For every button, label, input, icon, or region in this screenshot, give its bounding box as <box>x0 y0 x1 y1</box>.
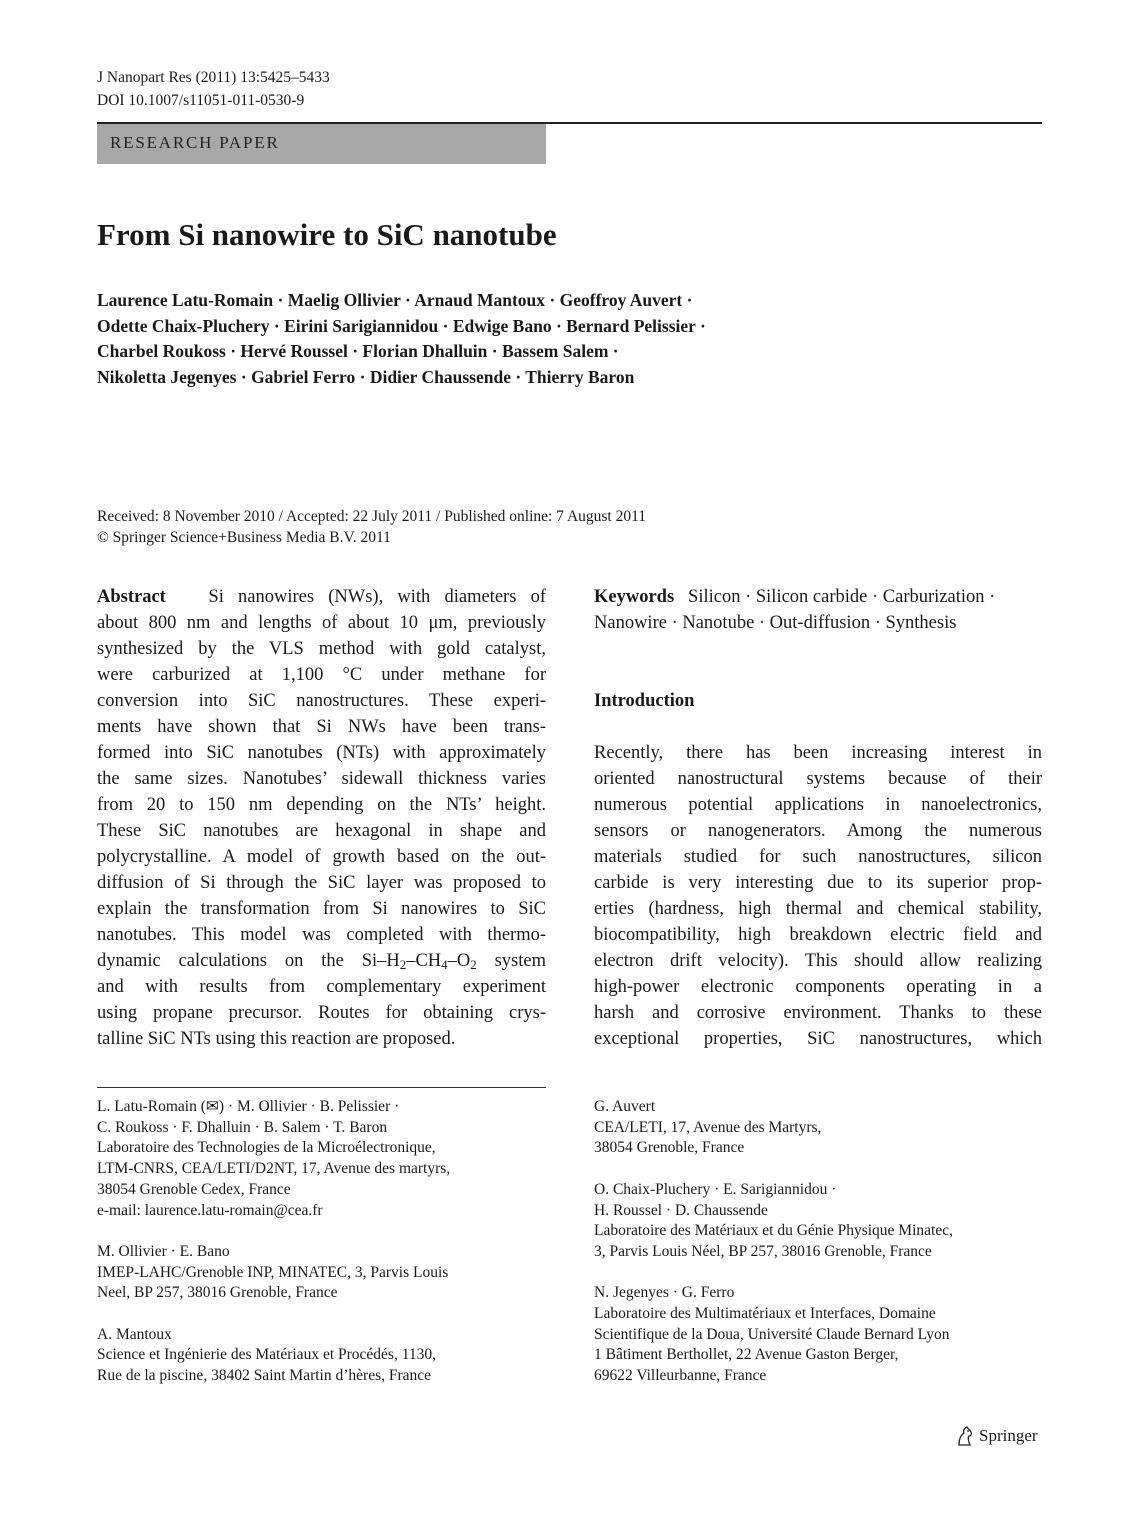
abstract-line: ments have shown that Si NWs have been trans- <box>97 717 546 737</box>
abstract-line: formed into SiC nanotubes (NTs) with approximately <box>97 743 546 763</box>
abstract-line: from 20 to 150 nm depending on the NTs’ height. <box>97 795 546 815</box>
doi-line: DOI 10.1007/s11051-011-0530-9 <box>97 92 305 109</box>
footnote-rule <box>97 1087 546 1088</box>
intro-line: materials studied for such nanostructures, silicon <box>594 847 1042 867</box>
intro-line: erties (hardness, high thermal and chemical stability, <box>594 899 1042 919</box>
abstract-line: These SiC nanotubes are hexagonal in shape and <box>97 821 546 841</box>
affiliations-left <box>97 1097 546 1408</box>
affiliations-right <box>594 1097 1042 1408</box>
affiliation-block: O. Chaix-Pluchery · E. Sarigiannidou · H. Roussel · D. Chaussende Laboratoire des Matériaux et du Génie Physique Minatec, 3, Parvis Louis Néel, BP 257, 38016 Grenoble, France <box>594 1180 953 1260</box>
affiliation-block: L. Latu-Romain (✉) · M. Ollivier · B. Pelissier · C. Roukoss · F. Dhalluin · B. Salem · T. Baron Laboratoire des Technologies de la Microélectronique, LTM-CNRS, CEA/LETI/D2NT, 17, Avenue des martyrs, 38054 Grenoble Cedex, France e-mail: laurence.latu-romain@cea.fr <box>97 1097 546 1221</box>
section-banner: RESEARCH PAPER <box>97 124 546 164</box>
abstract-line: nanotubes. This model was completed with thermo- <box>97 925 546 945</box>
abstract-line: polycrystalline. A model of growth based on the out- <box>97 847 546 867</box>
intro-line: carbide is very interesting due to its superior prop- <box>594 873 1042 893</box>
intro-line: Recently, there has been increasing interest in <box>594 743 1042 763</box>
intro-line: high-power electronic components operating in a <box>594 977 1042 997</box>
springer-horse-icon <box>955 1425 975 1447</box>
copyright-line: © Springer Science+Business Media B.V. 2011 <box>97 529 391 546</box>
abstract-line: the same sizes. Nanotubes’ sidewall thickness varies <box>97 769 546 789</box>
abstract-line: were carburized at 1,100 °C under methane for <box>97 665 546 685</box>
abstract-line: conversion into SiC nanostructures. These experi- <box>97 691 546 711</box>
intro-line: harsh and corrosive environment. Thanks to these <box>594 1003 1042 1023</box>
publisher-logo <box>955 1424 1038 1448</box>
abstract-label: Abstract <box>97 587 166 607</box>
intro-line: sensors or nanogenerators. Among the numerous <box>594 821 1042 841</box>
abstract-line: using propane precursor. Routes for obtaining crys- <box>97 1003 546 1023</box>
introduction-body <box>594 740 1042 1052</box>
publisher-name: Springer <box>979 1426 1038 1445</box>
keywords-line: Keywords Silicon · Silicon carbide · Carburization · <box>594 587 996 607</box>
received-accepted-line: Received: 8 November 2010 / Accepted: 22 July 2011 / Published online: 7 August 2011 <box>97 508 647 525</box>
affiliation-block: A. Mantoux Science et Ingénierie des Matériaux et Procédés, 1130, Rue de la piscine, 38402 Saint Martin d’hères, France <box>97 1325 437 1385</box>
journal-citation <box>97 66 330 112</box>
author-list <box>97 288 1047 391</box>
paper-title: From Si nanowire to SiC nanotube <box>97 217 557 252</box>
keywords-line: Nanowire · Nanotube · Out-diffusion · Synthesis <box>594 613 957 633</box>
abstract-line: and with results from complementary experiment <box>97 977 546 997</box>
publication-dates <box>97 506 646 548</box>
abstract-line: talline SiC NTs using this reaction are proposed. <box>97 1029 456 1049</box>
affiliation-block: G. Auvert CEA/LETI, 17, Avenue des Martyrs, 38054 Grenoble, France <box>594 1098 822 1157</box>
author-line: Laurence Latu-Romain · Maelig Ollivier · Arnaud Mantoux · Geoffroy Auvert · <box>97 290 693 310</box>
intro-line: numerous potential applications in nanoelectronics, <box>594 795 1042 815</box>
affiliation-block: M. Ollivier · E. Bano IMEP-LAHC/Grenoble INP, MINATEC, 3, Parvis Louis Neel, BP 257, 38016 Grenoble, France <box>97 1242 449 1302</box>
abstract-line: explain the transformation from Si nanowires to SiC <box>97 899 546 919</box>
corresponding-email[interactable]: e-mail: laurence.latu-romain@cea.fr <box>97 1201 323 1219</box>
affiliation-block: N. Jegenyes · G. Ferro Laboratoire des Multimatériaux et Interfaces, Domaine Scientifique de la Doua, Université Claude Bernard Lyon 1 Bâtiment Berthollet, 22 Avenue Gaston Berger, 69622 Villeurbanne, France <box>594 1284 950 1385</box>
intro-line: electron drift velocity). This should allow realizing <box>594 951 1042 971</box>
keywords <box>594 584 1042 636</box>
abstract-line: Abstract Si nanowires (NWs), with diameters of <box>97 587 546 607</box>
keywords-label: Keywords <box>594 587 675 607</box>
intro-line: oriented nanostructural systems because of their <box>594 769 1042 789</box>
abstract <box>97 584 546 1052</box>
author-line: Charbel Roukoss · Hervé Roussel · Florian Dhalluin · Bassem Salem · <box>97 341 619 362</box>
journal-line: J Nanopart Res (2011) 13:5425–5433 <box>97 69 330 86</box>
abstract-line: synthesized by the VLS method with gold catalyst, <box>97 639 546 659</box>
abstract-line: about 800 nm and lengths of about 10 μm, previously <box>97 613 546 633</box>
abstract-line: diffusion of Si through the SiC layer was proposed to <box>97 873 546 893</box>
author-line: Odette Chaix-Pluchery · Eirini Sarigiannidou · Edwige Bano · Bernard Pelissier · <box>97 315 706 336</box>
abstract-formula-line: dynamic calculations on the $Si-H_2-CH_4-O_2$ system <box>97 951 546 972</box>
intro-line: biocompatibility, high breakdown electric field and <box>594 925 1042 945</box>
intro-line: exceptional properties, SiC nanostructures, which <box>594 1029 1042 1049</box>
author-line: Nikoletta Jegenyes · Gabriel Ferro · Didier Chaussende · Thierry Baron <box>97 367 635 388</box>
introduction-heading: Introduction <box>594 691 695 711</box>
